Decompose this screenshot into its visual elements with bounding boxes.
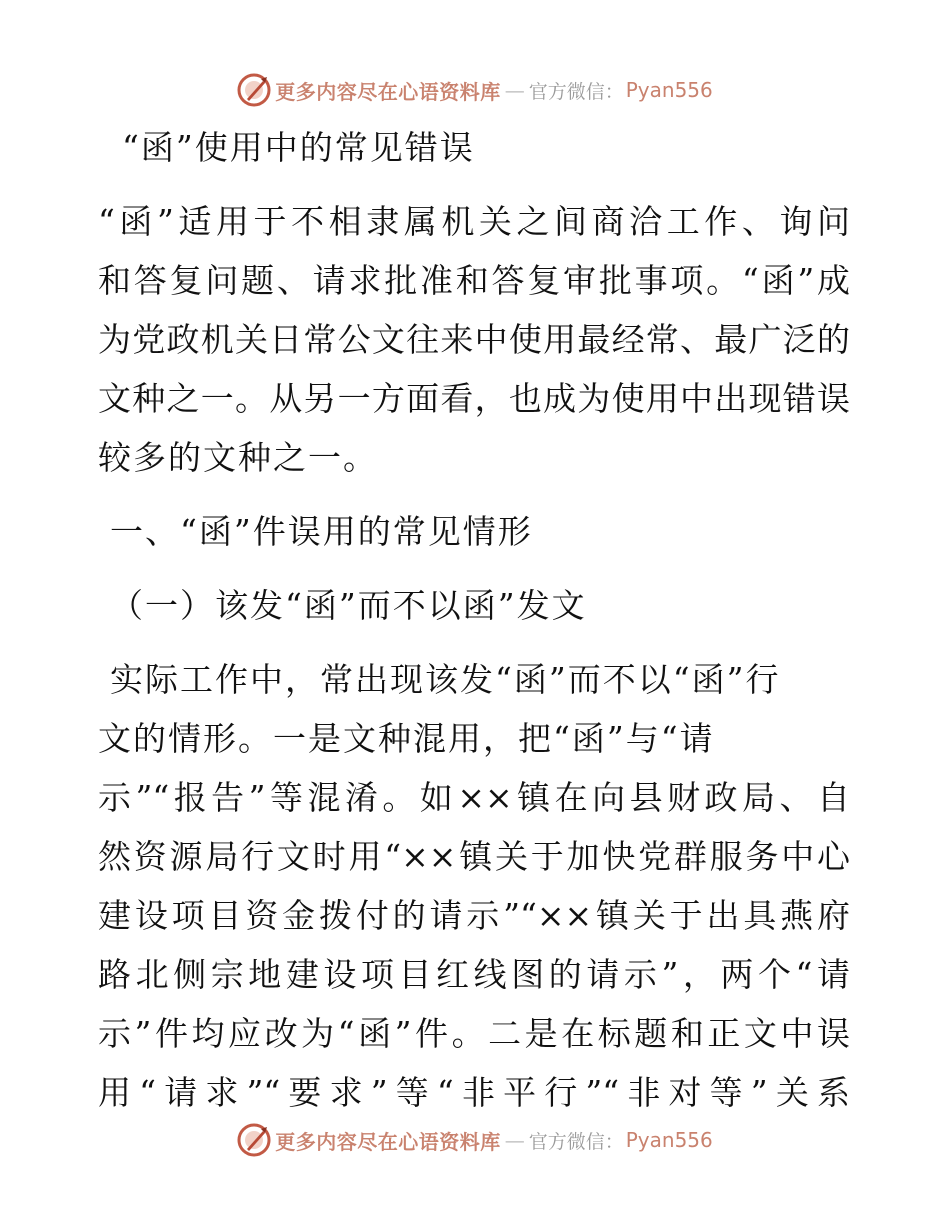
watermark-label: 官方微信： xyxy=(528,80,624,103)
paragraph-line: 示”“报告”等混淆。如××镇在向县财政局、自 xyxy=(98,778,850,817)
paragraph-line: 用“请求”“要求”等“非平行”“非对等”关系 xyxy=(98,1073,850,1112)
brand-logo-icon xyxy=(237,73,271,107)
footer-watermark xyxy=(0,1120,950,1160)
watermark-separator: — xyxy=(504,1128,525,1152)
paragraph-line: 然资源局行文时用“××镇关于加快党群服务中心 xyxy=(98,837,850,876)
paragraph-line: 建设项目资金拨付的请示”“××镇关于出具燕府 xyxy=(98,896,850,935)
document-body xyxy=(98,118,850,1122)
section-heading-1: 一、“函”件误用的常见情形 xyxy=(110,512,533,551)
paragraph-line: 示”件均应改为“函”件。二是在标题和正文中误 xyxy=(98,1014,850,1053)
paragraph-line: 为党政机关日常公文往来中使用最经常、最广泛的 xyxy=(98,320,850,359)
brand-logo-icon xyxy=(237,1123,271,1157)
watermark-brand-text: 更多内容尽在心语资料库 xyxy=(275,79,501,104)
watermark-separator: — xyxy=(504,78,525,102)
paragraph-line: 文种之一。从另一方面看，也成为使用中出现错误 xyxy=(98,379,850,418)
subsection-heading-1: （一）该发“函”而不以函”发文 xyxy=(110,586,587,625)
watermark-wechat-id: Pyan556 xyxy=(625,1128,713,1152)
paragraph-line: 较多的文种之一。 xyxy=(98,438,378,477)
paragraph-line: “函”适用于不相隶属机关之间商洽工作、询问 xyxy=(98,202,850,241)
header-watermark xyxy=(0,70,950,110)
paragraph-practice xyxy=(98,650,850,1122)
paragraph-line: 路北侧宗地建设项目红线图的请示”，两个“请 xyxy=(98,955,850,994)
watermark-wechat-id: Pyan556 xyxy=(625,78,713,102)
paragraph-intro xyxy=(98,192,850,487)
paragraph-line: 实际工作中，常出现该发“函”而不以“函”行 xyxy=(110,660,781,699)
paragraph-line: 文的情形。一是文种混用，把“函”与“请 xyxy=(98,719,715,758)
watermark-brand-text: 更多内容尽在心语资料库 xyxy=(275,1129,501,1154)
document-title: “函”使用中的常见错误 xyxy=(122,128,475,167)
watermark-label: 官方微信： xyxy=(528,1130,624,1153)
paragraph-line: 和答复问题、请求批准和答复审批事项。“函”成 xyxy=(98,261,850,300)
